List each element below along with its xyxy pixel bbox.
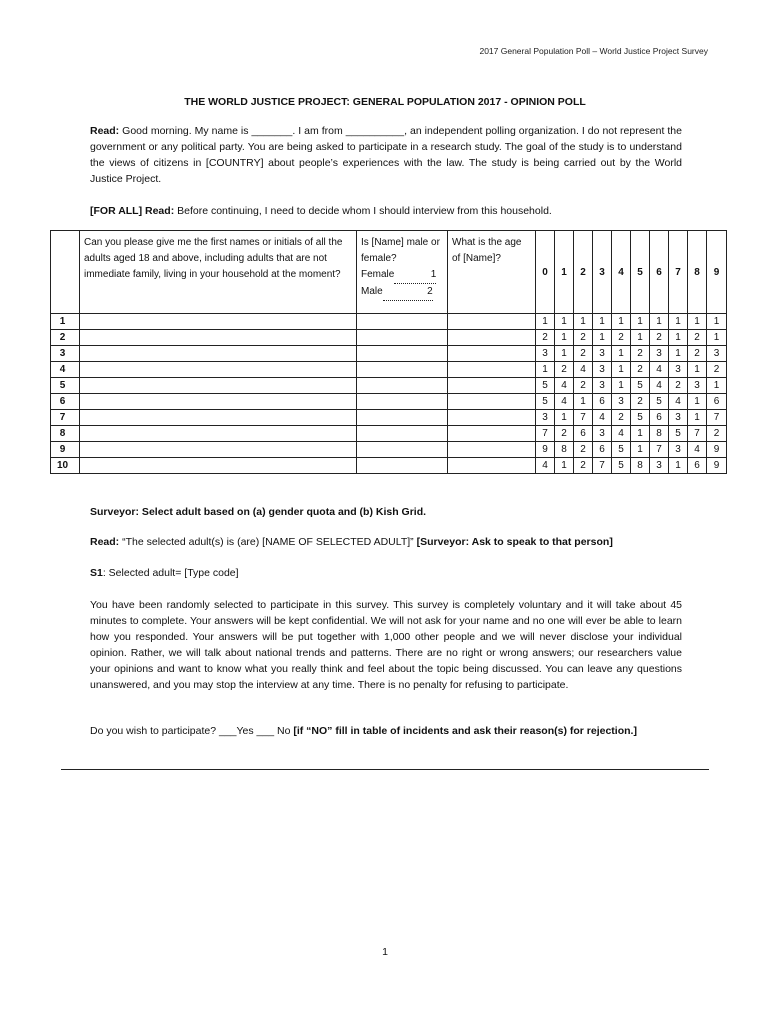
kish-grid-cell: 4	[688, 442, 707, 458]
kish-grid-cell: 2	[631, 394, 650, 410]
kish-grid-cell: 3	[593, 426, 612, 442]
kish-grid-cell: 6	[593, 442, 612, 458]
row-number: 6	[51, 394, 80, 410]
digit-header: 0	[536, 231, 555, 314]
kish-grid-cell: 1	[612, 362, 631, 378]
read-selected-label: Read:	[90, 536, 120, 548]
gender-entry-cell[interactable]	[357, 378, 448, 394]
kish-grid-cell: 1	[669, 458, 688, 474]
kish-grid-cell: 6	[574, 426, 593, 442]
kish-grid-cell: 5	[536, 394, 555, 410]
digit-header: 8	[688, 231, 707, 314]
table-row	[51, 458, 727, 474]
gender-entry-cell[interactable]	[357, 330, 448, 346]
kish-grid-cell: 7	[593, 458, 612, 474]
kish-grid-cell: 7	[688, 426, 707, 442]
kish-grid-cell: 5	[631, 378, 650, 394]
consent-paragraph: You have been randomly selected to participate in this survey. This survey is completely voluntary and it will take about 45 minutes to complete. Your answers will be kept confidential. We will not ask for your name and no one will ever be able to learn how you responded. Your answers will be put together with 1,000 other people and we will never disclose your individual opinion. Rather, we will talk about national trends and patterns. There are no right or wrong answers; our researchers value your opinions and want to know what you really think and feel about the topic being discussed. You can leave any questions unanswered, and you may stop the interview at any time. There is no penalty for refusing to participate.	[90, 599, 682, 691]
kish-grid-table	[50, 230, 727, 474]
row-number: 2	[51, 330, 80, 346]
age-entry-cell[interactable]	[448, 442, 536, 458]
kish-grid-cell: 5	[612, 458, 631, 474]
kish-grid-cell: 2	[555, 362, 574, 378]
surveyor-select-instruction: Surveyor: Select adult based on (a) gender quota and (b) Kish Grid.	[90, 506, 427, 518]
kish-grid-cell: 1	[707, 330, 727, 346]
kish-grid-cell: 2	[707, 426, 727, 442]
gender-question: Is [Name] male or female?	[361, 237, 440, 264]
kish-grid-cell: 2	[536, 330, 555, 346]
gender-entry-cell[interactable]	[357, 410, 448, 426]
kish-grid-cell: 4	[669, 394, 688, 410]
kish-grid-cell: 4	[536, 458, 555, 474]
kish-grid-cell: 1	[688, 362, 707, 378]
digit-header: 4	[612, 231, 631, 314]
kish-grid-cell: 2	[555, 426, 574, 442]
row-number: 5	[51, 378, 80, 394]
kish-grid-cell: 1	[536, 362, 555, 378]
kish-grid-cell: 8	[650, 426, 669, 442]
header-blank-cell	[51, 231, 80, 314]
age-entry-cell[interactable]	[448, 330, 536, 346]
table-row	[51, 426, 727, 442]
kish-grid-cell: 2	[612, 330, 631, 346]
kish-grid-cell: 4	[574, 362, 593, 378]
kish-grid-cell: 2	[574, 458, 593, 474]
kish-grid-cell: 1	[612, 378, 631, 394]
kish-grid-cell: 2	[612, 410, 631, 426]
female-label: Female	[361, 269, 395, 280]
table-row	[51, 314, 727, 330]
for-all-text: Before continuing, I need to decide whom I should interview from this household.	[174, 205, 552, 217]
age-question: What is the age of [Name]?	[452, 237, 522, 264]
intro-read-label: Read:	[90, 125, 120, 137]
table-row	[51, 442, 727, 458]
kish-grid-cell: 1	[555, 458, 574, 474]
gender-entry-cell[interactable]	[357, 458, 448, 474]
kish-grid-cell: 1	[631, 330, 650, 346]
kish-grid-cell: 1	[593, 330, 612, 346]
kish-grid-cell: 1	[555, 330, 574, 346]
name-entry-cell[interactable]	[80, 346, 357, 362]
table-header-row	[51, 231, 727, 314]
row-number: 8	[51, 426, 80, 442]
kish-grid-cell: 1	[688, 394, 707, 410]
kish-grid-cell: 4	[593, 410, 612, 426]
male-code: 2	[383, 284, 433, 301]
kish-grid-cell: 2	[669, 378, 688, 394]
name-entry-cell[interactable]	[80, 362, 357, 378]
kish-grid-cell: 2	[574, 330, 593, 346]
age-entry-cell[interactable]	[448, 346, 536, 362]
kish-grid-cell: 6	[650, 410, 669, 426]
kish-grid-cell: 6	[707, 394, 727, 410]
kish-grid-cell: 3	[707, 346, 727, 362]
kish-grid-cell: 1	[612, 346, 631, 362]
kish-grid-cell: 3	[669, 410, 688, 426]
kish-grid-cell: 3	[536, 346, 555, 362]
kish-grid-cell: 1	[650, 314, 669, 330]
kish-grid-cell: 3	[669, 442, 688, 458]
digit-header: 1	[555, 231, 574, 314]
kish-grid-cell: 4	[650, 362, 669, 378]
kish-grid-cell: 3	[612, 394, 631, 410]
table-row	[51, 378, 727, 394]
name-entry-cell[interactable]	[80, 458, 357, 474]
participate-question: Do you wish to participate? ___Yes ___ No	[90, 725, 294, 737]
table-row	[51, 362, 727, 378]
age-entry-cell[interactable]	[448, 362, 536, 378]
age-entry-cell[interactable]	[448, 378, 536, 394]
kish-grid-cell: 2	[631, 346, 650, 362]
digit-header: 9	[707, 231, 727, 314]
kish-grid-cell: 8	[555, 442, 574, 458]
kish-grid-cell: 1	[688, 410, 707, 426]
kish-grid-cell: 1	[536, 314, 555, 330]
row-number: 4	[51, 362, 80, 378]
kish-grid-cell: 1	[707, 378, 727, 394]
age-question-cell	[448, 231, 536, 314]
age-entry-cell[interactable]	[448, 426, 536, 442]
intro-paragraph	[90, 123, 682, 187]
gender-entry-cell[interactable]	[357, 442, 448, 458]
row-number: 1	[51, 314, 80, 330]
intro-text: Good morning. My name is _______. I am from __________, an independent polling organization. I do not represent the government or any political party. You are being asked to participate in a research study. The goal of the study is to understand the views of citizens in [COUNTRY] about people’s experiences with the law. The study is being carried out by the World Justice Project.	[90, 125, 682, 185]
kish-grid-cell: 1	[574, 314, 593, 330]
kish-grid-cell: 5	[612, 442, 631, 458]
kish-grid-cell: 6	[593, 394, 612, 410]
kish-grid-cell: 4	[555, 378, 574, 394]
digit-header: 7	[669, 231, 688, 314]
kish-grid-cell: 1	[555, 346, 574, 362]
kish-grid-cell: 2	[688, 346, 707, 362]
digit-header: 2	[574, 231, 593, 314]
kish-grid-cell: 3	[536, 410, 555, 426]
table-row	[51, 330, 727, 346]
age-entry-cell[interactable]	[448, 314, 536, 330]
age-entry-cell[interactable]	[448, 394, 536, 410]
kish-grid-cell: 4	[650, 378, 669, 394]
running-header: 2017 General Population Poll – World Justice Project Survey	[479, 46, 708, 56]
table-row	[51, 410, 727, 426]
page-number: 1	[382, 946, 388, 958]
kish-grid-cell: 1	[688, 314, 707, 330]
kish-grid-cell: 1	[631, 426, 650, 442]
name-entry-cell[interactable]	[80, 378, 357, 394]
kish-grid-cell: 5	[536, 378, 555, 394]
kish-grid-cell: 3	[650, 346, 669, 362]
gender-entry-cell[interactable]	[357, 362, 448, 378]
gender-question-block	[357, 231, 447, 301]
kish-grid-cell: 3	[688, 378, 707, 394]
kish-grid-cell: 3	[593, 378, 612, 394]
read-selected-text: “The selected adult(s) is (are) [NAME OF SELECTED ADULT]”	[119, 536, 417, 548]
kish-grid-cell: 1	[555, 410, 574, 426]
gender-question-cell	[357, 231, 448, 314]
row-number: 10	[51, 458, 80, 474]
kish-grid-cell: 4	[555, 394, 574, 410]
kish-grid-cell: 1	[669, 346, 688, 362]
digit-header: 6	[650, 231, 669, 314]
names-question-cell	[80, 231, 357, 314]
name-entry-cell[interactable]	[80, 426, 357, 442]
age-entry-cell[interactable]	[448, 410, 536, 426]
s1-label: S1	[90, 567, 103, 579]
kish-grid-cell: 1	[593, 314, 612, 330]
s1-line	[90, 565, 682, 581]
name-entry-cell[interactable]	[80, 314, 357, 330]
kish-grid-cell: 1	[631, 314, 650, 330]
gender-entry-cell[interactable]	[357, 394, 448, 410]
kish-grid-cell: 2	[688, 330, 707, 346]
name-entry-cell[interactable]	[80, 330, 357, 346]
kish-grid-cell: 1	[612, 314, 631, 330]
names-question: Can you please give me the first names or initials of all the adults aged 18 and above, including adults that are not immediate family, living in your household at the moment?	[84, 237, 343, 280]
participate-line	[90, 723, 682, 739]
read-selected-instruction: [Surveyor: Ask to speak to that person]	[416, 536, 613, 548]
kish-grid-cell: 9	[707, 442, 727, 458]
kish-grid-cell: 1	[707, 314, 727, 330]
kish-grid-body	[51, 314, 727, 474]
page-title: THE WORLD JUSTICE PROJECT: GENERAL POPULATION 2017 - OPINION POLL	[184, 96, 586, 108]
kish-grid-cell: 7	[536, 426, 555, 442]
kish-grid-cell: 8	[631, 458, 650, 474]
kish-grid-cell: 5	[650, 394, 669, 410]
kish-grid-cell: 9	[536, 442, 555, 458]
kish-grid-cell: 6	[688, 458, 707, 474]
gender-entry-cell[interactable]	[357, 346, 448, 362]
kish-grid-cell: 1	[669, 330, 688, 346]
digit-header: 3	[593, 231, 612, 314]
row-number: 3	[51, 346, 80, 362]
participate-instruction: [if “NO” fill in table of incidents and ask their reason(s) for rejection.]	[293, 725, 637, 737]
kish-grid-cell: 9	[707, 458, 727, 474]
kish-grid-cell: 2	[574, 442, 593, 458]
kish-grid-cell: 5	[669, 426, 688, 442]
s1-text: : Selected adult= [Type code]	[102, 567, 239, 579]
name-entry-cell[interactable]	[80, 442, 357, 458]
kish-grid-cell: 4	[612, 426, 631, 442]
kish-grid-cell: 1	[631, 442, 650, 458]
kish-grid-cell: 3	[650, 458, 669, 474]
kish-grid-cell: 7	[707, 410, 727, 426]
kish-grid-cell: 1	[669, 314, 688, 330]
kish-grid-cell: 2	[631, 362, 650, 378]
kish-grid-cell: 3	[593, 346, 612, 362]
for-all-label: [FOR ALL] Read:	[90, 205, 175, 217]
row-number: 9	[51, 442, 80, 458]
horizontal-rule	[61, 769, 709, 770]
kish-grid-cell: 3	[669, 362, 688, 378]
read-selected-paragraph	[90, 534, 682, 550]
gender-entry-cell[interactable]	[357, 314, 448, 330]
table-row	[51, 394, 727, 410]
kish-grid-cell: 1	[574, 394, 593, 410]
gender-entry-cell[interactable]	[357, 426, 448, 442]
kish-grid-cell: 2	[707, 362, 727, 378]
kish-grid-cell: 7	[650, 442, 669, 458]
for-all-paragraph	[90, 203, 682, 219]
kish-grid-cell: 1	[555, 314, 574, 330]
name-entry-cell[interactable]	[80, 394, 357, 410]
table-row	[51, 346, 727, 362]
row-number: 7	[51, 410, 80, 426]
male-option	[361, 284, 443, 301]
kish-grid-cell: 2	[574, 378, 593, 394]
kish-grid-cell: 3	[593, 362, 612, 378]
female-option	[361, 267, 443, 284]
digit-header: 5	[631, 231, 650, 314]
name-entry-cell[interactable]	[80, 410, 357, 426]
kish-grid-cell: 5	[631, 410, 650, 426]
kish-grid-cell: 2	[574, 346, 593, 362]
female-code: 1	[394, 267, 436, 284]
kish-grid-cell: 7	[574, 410, 593, 426]
male-label: Male	[361, 286, 383, 297]
age-entry-cell[interactable]	[448, 458, 536, 474]
kish-grid-cell: 2	[650, 330, 669, 346]
